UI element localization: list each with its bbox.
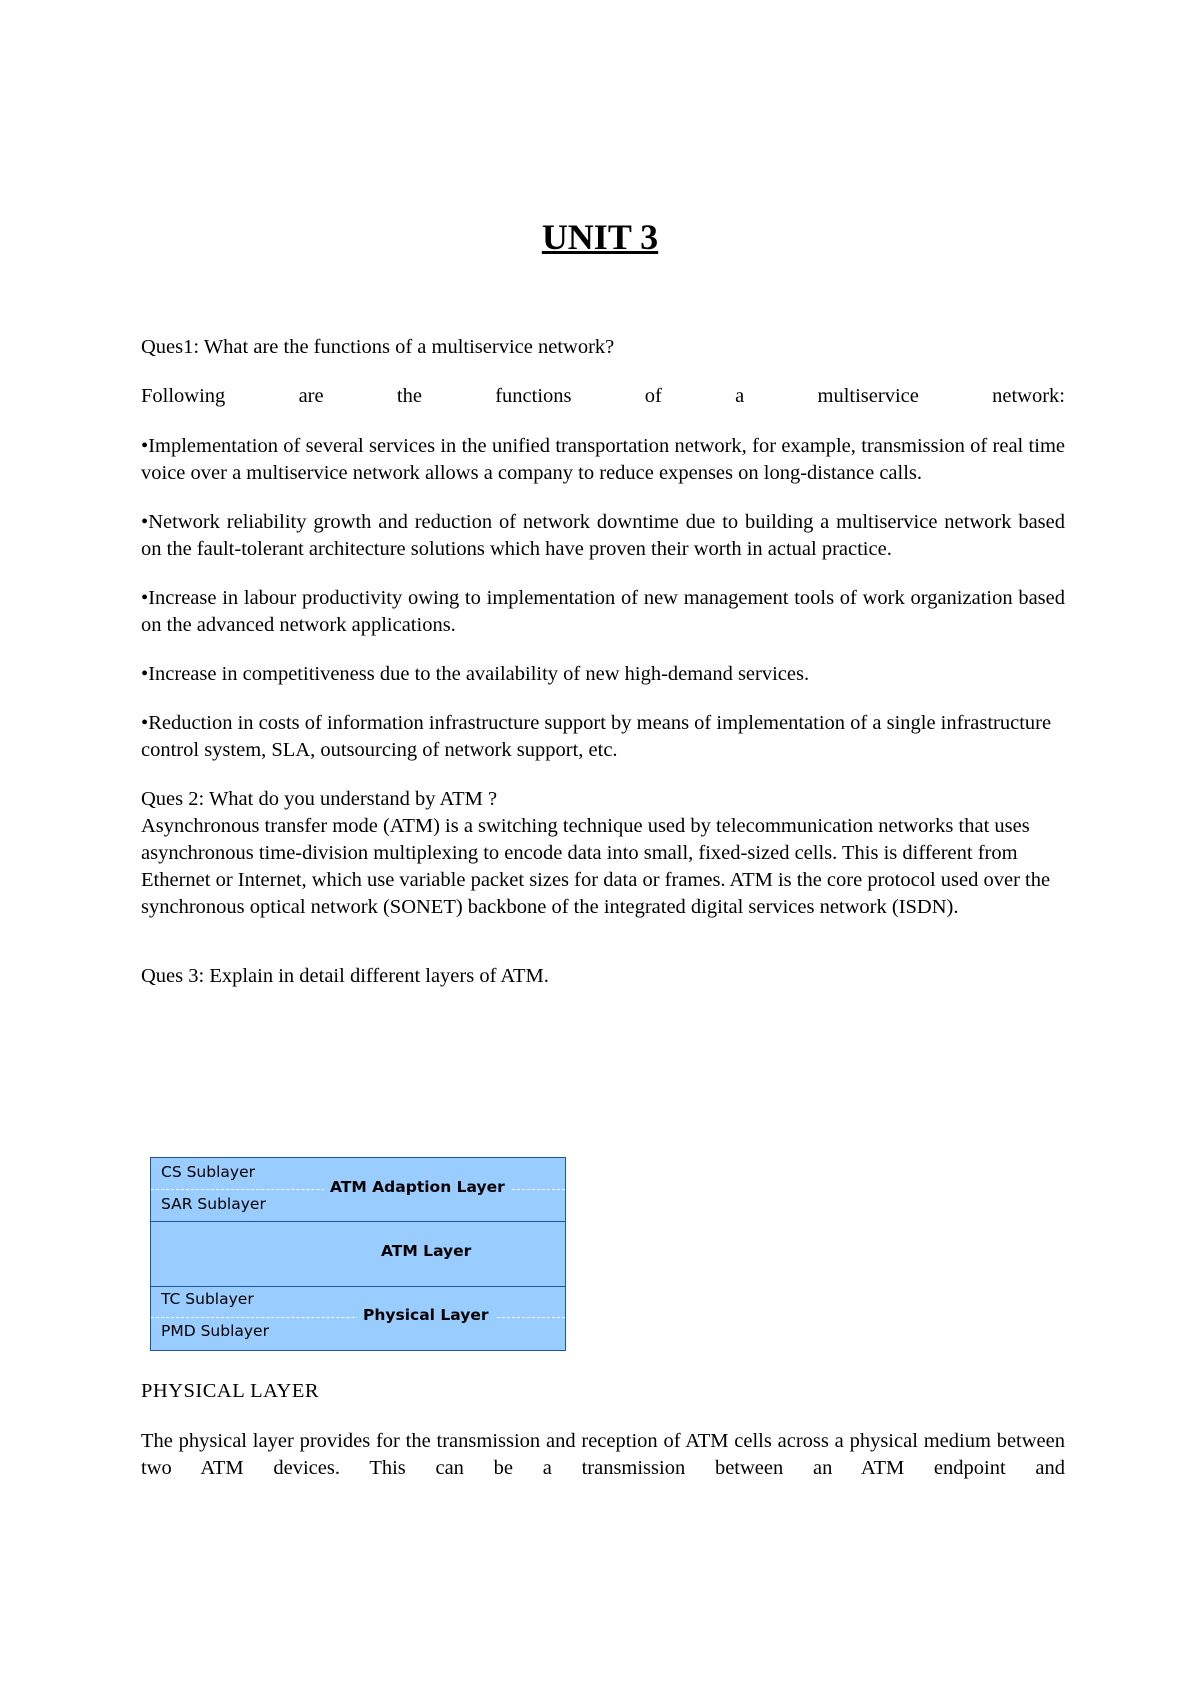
bullet-icon: • <box>141 587 149 609</box>
list-item <box>141 661 1065 688</box>
cs-sublayer-label: CS Sublayer <box>161 1163 255 1181</box>
question-2-answer: Asynchronous transfer mode (ATM) is a switching technique used by telecommunication networks that uses asynchronous time-division multiplexing to encode data into small, fixed-sized cells. This is different from Ethernet or Internet, which use variable packet sizes for data or frames. ATM is the core protocol used over the synchronous optical network (SONET) backbone of the integrated digital services network (ISDN). <box>141 815 1051 918</box>
bullet-icon: • <box>141 663 149 685</box>
atm-adaption-layer-label: ATM Adaption Layer <box>324 1178 511 1196</box>
list-item-text: Increase in competitiveness due to the availability of new high-demand services. <box>148 663 810 685</box>
page-title: UNIT 3 <box>541 217 659 257</box>
bullet-icon: • <box>141 435 149 457</box>
list-item-text: Reduction in costs of information infrastructure support by means of implementation of a single infrastructure control system, SLA, outsourcing of network support, etc. <box>141 712 1052 761</box>
list-item-text: Network reliability growth and reduction of network downtime due to building a multiservice network based on the fault-tolerant architecture solutions which have proven their worth in actual practice. <box>141 511 1065 560</box>
bullet-icon: • <box>141 511 149 533</box>
list-item <box>141 710 1065 764</box>
question-2-block <box>141 786 1065 921</box>
pmd-sublayer-label: PMD Sublayer <box>161 1322 269 1340</box>
sar-sublayer-label: SAR Sublayer <box>161 1195 266 1213</box>
atm-layer-diagram <box>150 1157 566 1351</box>
list-item-text: Increase in labour productivity owing to implementation of new management tools of work organization based on the advanced network applications. <box>141 587 1065 636</box>
list-item <box>141 509 1065 563</box>
list-item <box>141 433 1065 487</box>
physical-layer-label: Physical Layer <box>357 1306 495 1324</box>
layer-divider <box>151 1286 565 1287</box>
question-1-lead: Following are the functions of a multiservice network: <box>141 385 1065 407</box>
question-1: Ques1: What are the functions of a multiservice network? <box>141 336 615 358</box>
section-heading-physical-layer: PHYSICAL LAYER <box>141 1380 320 1402</box>
content-body <box>141 334 1065 990</box>
question-2: Ques 2: What do you understand by ATM ? <box>141 788 498 810</box>
layer-divider <box>151 1221 565 1222</box>
question-3: Ques 3: Explain in detail different layers of ATM. <box>141 965 549 987</box>
physical-layer-text: The physical layer provides for the transmission and reception of ATM cells across a physical medium between two ATM devices. This can be a transmission between an ATM endpoint and <box>141 1430 1065 1479</box>
atm-layer-label: ATM Layer <box>375 1242 477 1260</box>
bullet-icon: • <box>141 712 149 734</box>
tc-sublayer-label: TC Sublayer <box>161 1290 254 1308</box>
list-item-text: Implementation of several services in the unified transportation network, for example, transmission of real time voice over a multiservice network allows a company to reduce expenses on long-distance calls. <box>141 435 1065 484</box>
list-item <box>141 585 1065 639</box>
